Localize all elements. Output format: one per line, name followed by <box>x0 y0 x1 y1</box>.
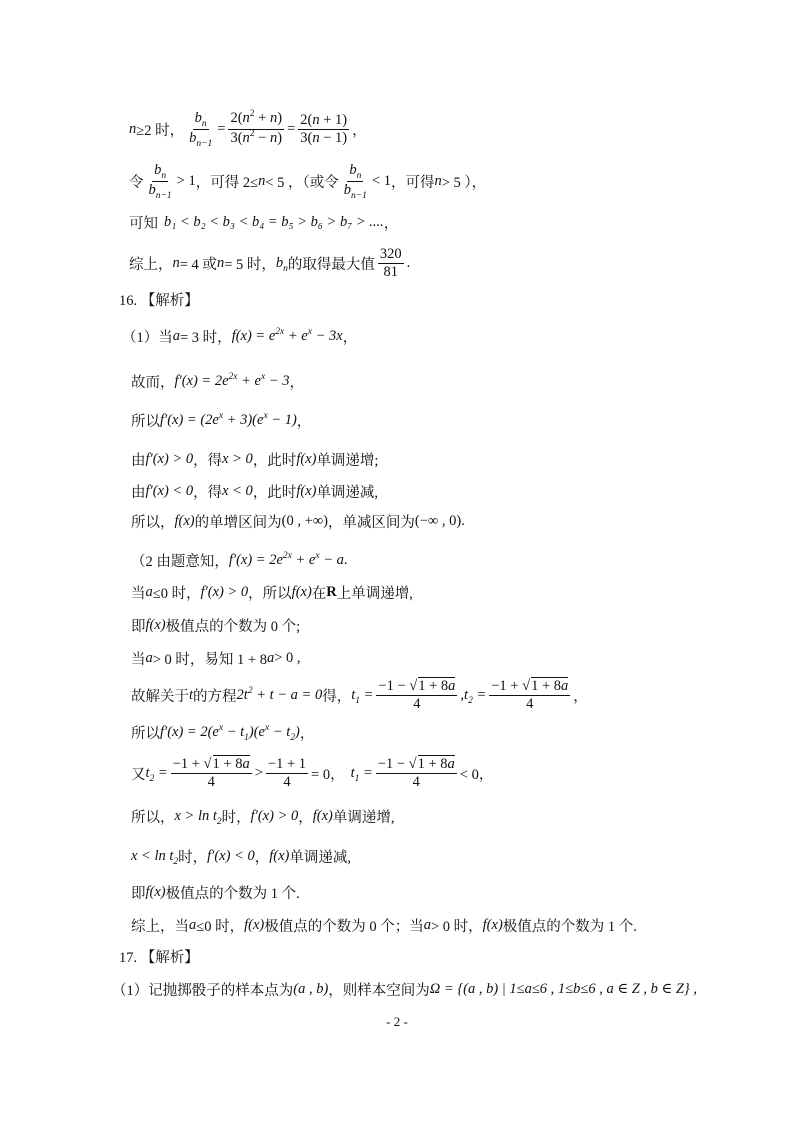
formula: f(x) <box>174 513 195 529</box>
var-a: a <box>145 650 153 666</box>
line-part2: （2 由题意知， $f'(x) = 2e^{2x} + e^x - a$ . <box>131 551 348 570</box>
var-n: n <box>172 255 180 271</box>
text: = 5 时， <box>224 257 276 273</box>
var-t1: $t_1$ = <box>351 687 374 706</box>
text: ≤0 时， <box>152 586 201 602</box>
text: 时， <box>178 850 208 866</box>
text: 的单增区间为 <box>194 515 282 531</box>
formula: f′(x) > 0 <box>200 584 249 600</box>
equation: $2t^2 + t - a = 0$ <box>236 686 323 703</box>
text: = 3 时， <box>180 330 232 346</box>
formula: f′(x) > 0 <box>145 451 194 467</box>
text: 得， <box>322 689 352 705</box>
text: ，可得 2≤ <box>195 175 259 191</box>
var-a: a <box>172 328 180 344</box>
var-bn: $b_n$ <box>275 255 288 274</box>
formula: f(x) <box>291 584 312 600</box>
text: ，得 <box>193 485 223 501</box>
text: 的方程 <box>193 689 237 705</box>
text: > 0 时，易知 1 + 8 <box>152 652 267 668</box>
formula: $x > \ln t_2$ <box>174 808 222 827</box>
fraction-320-81: $\frac{320}{81}$ <box>379 246 402 280</box>
text: < 5 ，（或令 <box>265 175 339 191</box>
line-increasing <box>131 449 378 470</box>
line-x-gt-lnt2 <box>131 806 394 827</box>
var-n: n <box>434 173 442 189</box>
sample-point: (a , b) <box>293 981 329 997</box>
text: 令 <box>129 175 144 191</box>
heading-text: 16. 【解析】 <box>119 293 199 309</box>
text: 所以， <box>131 515 175 531</box>
formula: f(x) <box>482 917 503 933</box>
formula: $f'(x) = 2(e^x - t_1)(e^x - t_2)$ <box>160 723 300 743</box>
formula: f(x) <box>312 808 333 824</box>
formula-fpx: $f'(x) = 2e^{2x} + e^x - 3$ <box>174 372 290 389</box>
formula-factored: $f'(x) = (2e^x + 3)(e^x - 1)$ <box>160 411 297 428</box>
text: 时， <box>221 810 251 826</box>
text: 由 <box>131 453 146 469</box>
fraction-t1: $\frac{-1 - √1 + 8a}{4}$ <box>377 756 455 790</box>
var-a: a <box>189 917 197 933</box>
fraction-t1: $\frac{-1 - √1 + 8a}{4}$ <box>378 678 456 712</box>
text: ，此时 <box>252 453 297 469</box>
formula: $x < \ln t_2$ <box>131 848 179 867</box>
text: ，得 <box>193 453 223 469</box>
text: 所以， <box>131 810 175 826</box>
var-a: a <box>145 584 153 600</box>
text: 故解关于 <box>131 689 189 705</box>
var-t1: $t_1$ = <box>350 765 373 784</box>
section-heading-16 <box>119 289 199 310</box>
text: 当 <box>131 652 146 668</box>
line-part1: （1）当 a = 3 时， $f(x) = e^{2x} + e^x - 3x$ ， <box>122 327 358 346</box>
line-root-signs: 又 $t_2$ = $\frac{-1 + √1 + 8a}{4}$ > $\frac{-1 + 1}{4}$ = 0， $t_1$ = $\frac{-1 - √1 + 8a}{4}$ < 0， <box>131 756 494 790</box>
line-no-extrema <box>131 615 300 636</box>
text: 极值点的个数为 1 个. <box>502 919 637 935</box>
text: ， <box>254 850 270 866</box>
text: 单调递增; <box>316 453 379 469</box>
text: ≤0 时， <box>196 919 245 935</box>
text: > 0 , <box>274 650 301 666</box>
text: ≥2 时， <box>136 123 185 139</box>
inequality-chain: b₁ < b₂ < b₃ < b₄ = b₅ > b₆ > b₇ > .... <box>164 214 384 230</box>
fraction-zero: $\frac{-1 + 1}{4}$ <box>267 756 307 790</box>
text: ，所以 <box>248 586 292 602</box>
set-R: R <box>326 584 337 600</box>
text: 所以 <box>131 414 160 430</box>
fraction-t2: $\frac{-1 + √1 + 8a}{4}$ <box>491 678 569 712</box>
interval-decreasing: (−∞ , 0) <box>414 513 462 529</box>
text: 极值点的个数为 0 个；当 <box>264 919 424 935</box>
line-factored: 所以 $f'(x) = (2e^x + 3)(e^x - 1)$ ， <box>131 411 312 430</box>
formula: f′(x) > 0 <box>250 808 299 824</box>
formula-fx: $f(x) = e^{2x} + e^x - 3x$ <box>231 327 343 344</box>
section-heading-17 <box>119 946 199 967</box>
fraction-bn-bn1: $\frac{b_n}{b_{n-1}}$ <box>343 162 367 201</box>
line-case-a-le-0 <box>131 582 413 603</box>
var-t2: $t_2$ = <box>464 687 487 706</box>
line-case-a-gt-0 <box>131 648 301 669</box>
line-ratio: n ≥2 时， $\frac{b_n}{b_{n-1}}$ = $\frac{2(n^2 + n)}{3(n^2 - n)}$ = $\frac{2(n + 1)}{3(n - 1)}$ ， <box>129 109 367 149</box>
text: （1）记抛掷骰子的样本点为 <box>112 983 294 999</box>
line-intervals: 所以， f(x) 的单增区间为 (0 , +∞) ，单减区间为 (−∞ , 0) . <box>131 513 465 531</box>
formula: f(x) <box>296 483 317 499</box>
text: = 4 或 <box>179 257 217 273</box>
fraction-bn-bn1: $\frac{b_n}{b_{n-1}}$ <box>189 110 213 149</box>
text: 即 <box>131 886 146 902</box>
text: 故而， <box>131 375 175 391</box>
line-let: 令 $\frac{b_n}{b_{n-1}}$ > 1 ，可得 2≤ n < 5 ，（或令 $\frac{b_n}{b_{n-1}}$ < 1 ，可得 n > 5 ）， <box>129 162 487 201</box>
line-decreasing <box>131 481 378 502</box>
var-t2: $t_2$ = <box>145 765 168 784</box>
text: ，单减区间为 <box>327 515 415 531</box>
text: ，可得 <box>391 175 435 191</box>
text: 综上， <box>129 257 173 273</box>
line-quadratic-roots: 故解关于 t 的方程 $2t^2 + t - a = 0$ 得， $t_1$ = $\frac{-1 - √1 + 8a}{4}$ , $t_2$ = $\frac{-1 + √1 + 8a}{4}$ ， <box>131 678 588 712</box>
text: （1）当 <box>122 330 173 346</box>
text: 极值点的个数为 1 个. <box>165 886 300 902</box>
line-factored-2: 所以 $f'(x) = 2(e^x - t_1)(e^x - t_2)$ ， <box>131 723 315 743</box>
line-conclusion-max: 综上， n = 4 或 n = 5 时， $b_n$ 的取得最大值 $\frac{320}{81}$ . <box>129 246 411 280</box>
text: ，此时 <box>252 485 297 501</box>
line-summary <box>131 915 637 936</box>
page-number: - 2 - <box>386 1014 408 1029</box>
var-n: n <box>129 121 137 137</box>
line-x-lt-lnt2 <box>131 846 351 867</box>
formula: f(x) <box>244 917 265 933</box>
formula: f(x) <box>145 617 166 633</box>
formula: f′(x) < 0 <box>145 483 194 499</box>
var-n: n <box>258 173 266 189</box>
formula: f(x) <box>145 884 166 900</box>
var-t: t <box>189 687 194 703</box>
fraction-t2: $\frac{-1 + √1 + 8a}{4}$ <box>172 756 250 790</box>
text: ， <box>298 810 313 826</box>
text: 又 <box>131 767 146 783</box>
text: ，则样本空间为 <box>328 983 430 999</box>
text: 的取得最大值 <box>287 257 375 273</box>
text: 在 <box>311 586 327 602</box>
text: 可知 <box>129 216 158 232</box>
text: > 0 时， <box>430 919 483 935</box>
formula-fpx-general: $f'(x) = 2e^{2x} + e^x - a$ <box>228 551 344 568</box>
text: 单调递减, <box>289 850 351 866</box>
fraction-2n2n-3n2n: $\frac{2(n^2 + n)}{3(n^2 - n)}$ <box>230 109 283 146</box>
var-a: a <box>423 917 431 933</box>
text: 即 <box>131 619 146 635</box>
formula: f(x) <box>269 848 290 864</box>
text: 由 <box>131 485 146 501</box>
formula: x < 0 <box>222 483 253 499</box>
formula: x > 0 <box>222 451 253 467</box>
text: 所以 <box>131 726 160 742</box>
line-one-extremum <box>131 882 300 903</box>
text: 极值点的个数为 0 个; <box>165 619 301 635</box>
fraction-bn-bn1: $\frac{b_n}{b_{n-1}}$ <box>148 162 172 201</box>
line-derivative: 故而， $f'(x) = 2e^{2x} + e^x - 3$ ， <box>131 372 304 391</box>
var-a: a <box>266 650 275 666</box>
fraction-2n1-3n1: $\frac{2(n + 1)}{3(n - 1)}$ <box>300 112 348 146</box>
line-sample-space <box>112 979 697 1000</box>
sample-space-set: Ω = {(a , b) | 1≤a≤6 , 1≤b≤6 , a ∈ Z , b ∈ Z} , <box>429 981 697 997</box>
line-sequence-order: 可知 b₁ < b₂ < b₃ < b₄ = b₅ > b₆ > b₇ > .... ， <box>129 214 399 232</box>
text: 当 <box>131 586 146 602</box>
text: 上单调递增, <box>336 586 413 602</box>
var-n: n <box>216 255 225 271</box>
formula: f(x) <box>296 451 317 467</box>
formula: f′(x) < 0 <box>207 848 255 864</box>
interval-increasing: (0 , +∞) <box>281 513 328 529</box>
text: > 5 ）， <box>441 175 487 191</box>
text: 综上，当 <box>131 919 189 935</box>
heading-text: 17. 【解析】 <box>119 950 199 966</box>
text: 单调递减, <box>316 485 379 501</box>
text: 单调递增, <box>332 810 395 826</box>
text: （2 由题意知， <box>131 554 229 570</box>
